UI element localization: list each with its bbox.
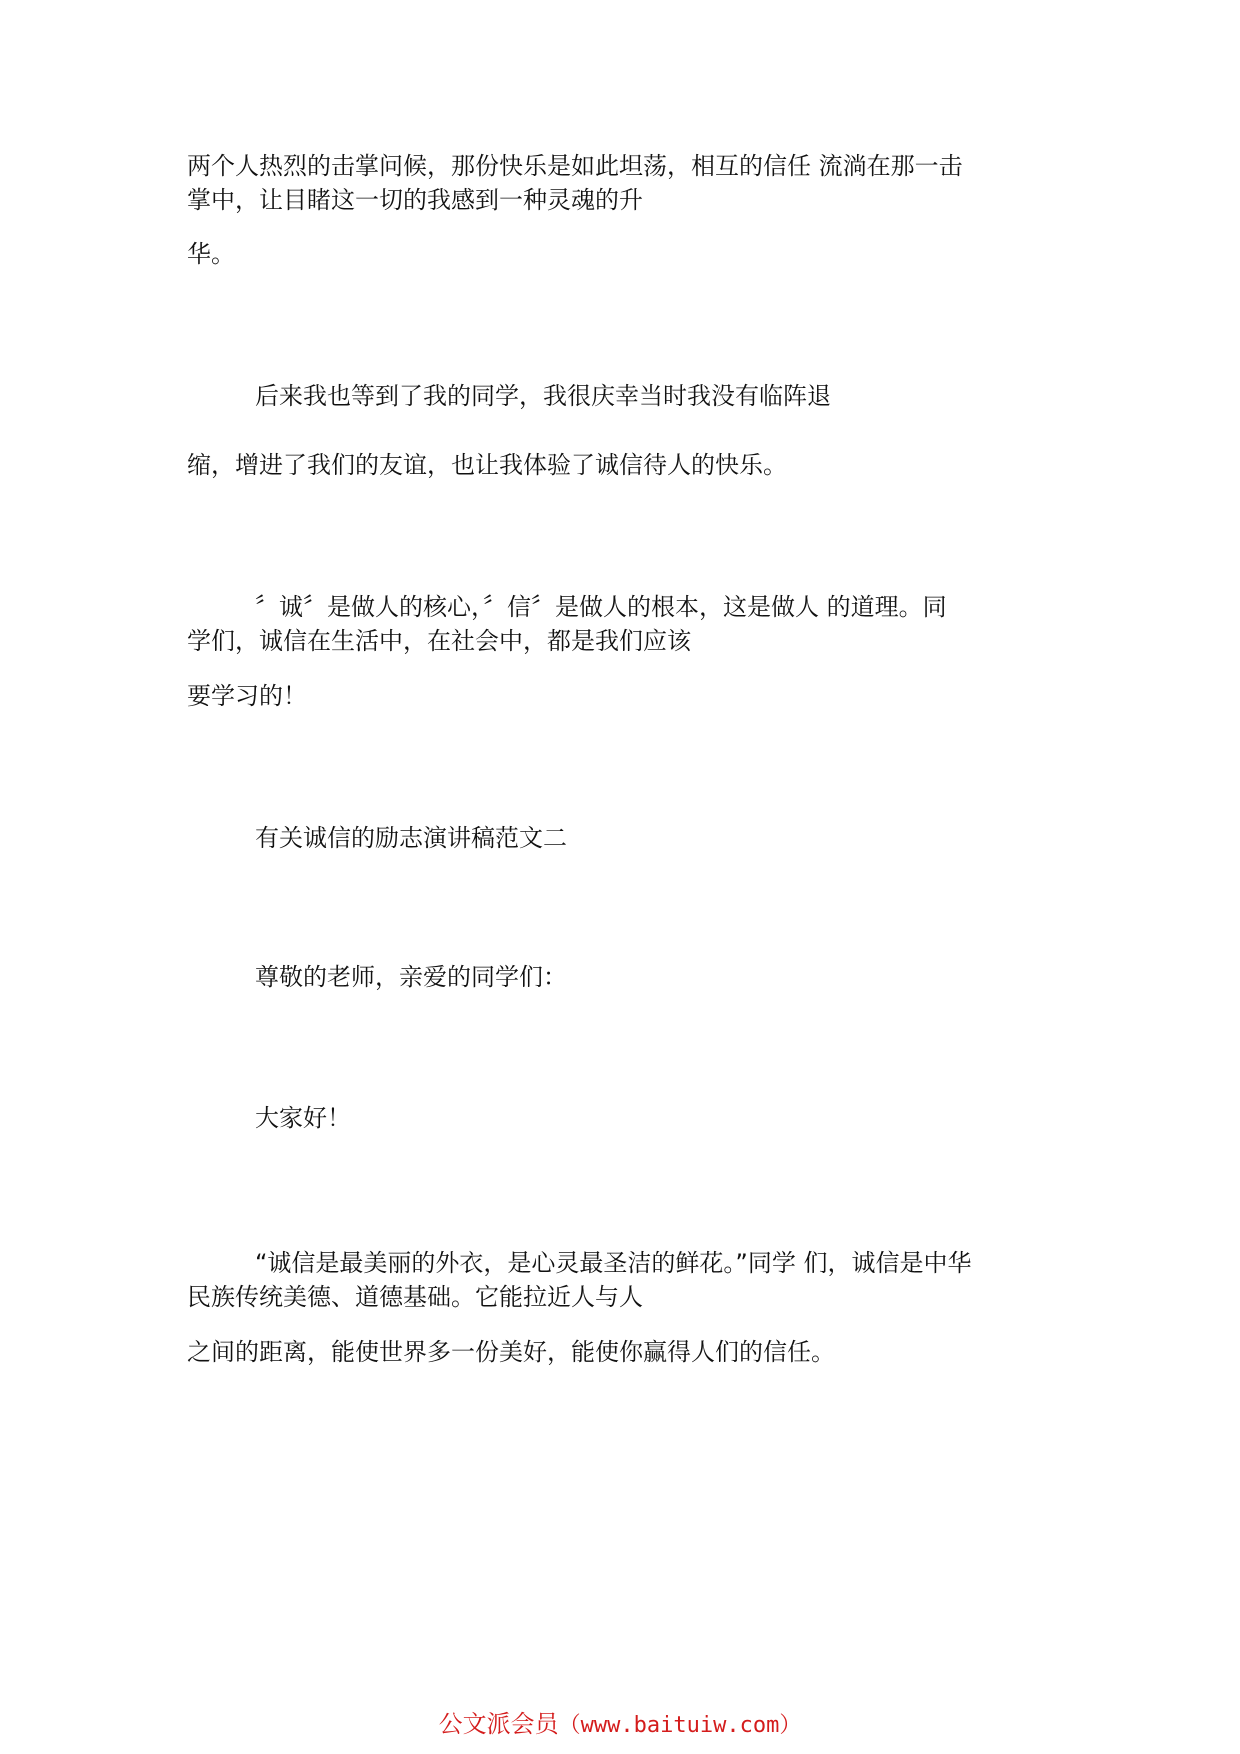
salutation: 尊敬的老师，亲爱的同学们： bbox=[255, 963, 567, 991]
paragraph-2-line-1: 后来我也等到了我的同学，我很庆幸当时我没有临阵退 bbox=[255, 382, 831, 410]
paragraph-7-line-3: 之间的距离，能使世界多一份美好，能使你赢得人们的信任。 bbox=[187, 1338, 835, 1366]
footer-watermark bbox=[0, 1708, 1240, 1742]
paragraph-2-line-2: 缩，增进了我们的友谊，也让我体验了诚信待人的快乐。 bbox=[187, 451, 787, 479]
section-heading: 有关诚信的励志演讲稿范文二 bbox=[255, 824, 567, 852]
paragraph-7-line-1: “诚信是最美丽的外衣，是心灵最圣洁的鲜花。”同学 们，诚信是中华 bbox=[255, 1249, 972, 1277]
paragraph-3-line-3: 要学习的！ bbox=[187, 682, 307, 710]
paragraph-1-line-2: 掌中，让目睹这一切的我感到一种灵魂的升 bbox=[187, 186, 643, 214]
paragraph-7-line-2: 民族传统美德、道德基础。它能拉近人与人 bbox=[187, 1283, 643, 1311]
paragraph-3-line-1: 〞诚〞是做人的核心，〞信〞是做人的根本，这是做人 的道理。同 bbox=[255, 593, 947, 621]
footer-brand: 公文派会员 bbox=[438, 1710, 559, 1738]
paragraph-3-line-2: 学们，诚信在生活中，在社会中，都是我们应该 bbox=[187, 627, 691, 655]
paragraph-1-line-3: 华。 bbox=[187, 240, 235, 268]
greeting: 大家好！ bbox=[255, 1104, 351, 1132]
paragraph-1-line-1: 两个人热烈的击掌问候，那份快乐是如此坦荡，相互的信任 流淌在那一击 bbox=[187, 152, 963, 180]
footer-url-link[interactable]: （www.baituiw.com） bbox=[558, 1713, 802, 1738]
